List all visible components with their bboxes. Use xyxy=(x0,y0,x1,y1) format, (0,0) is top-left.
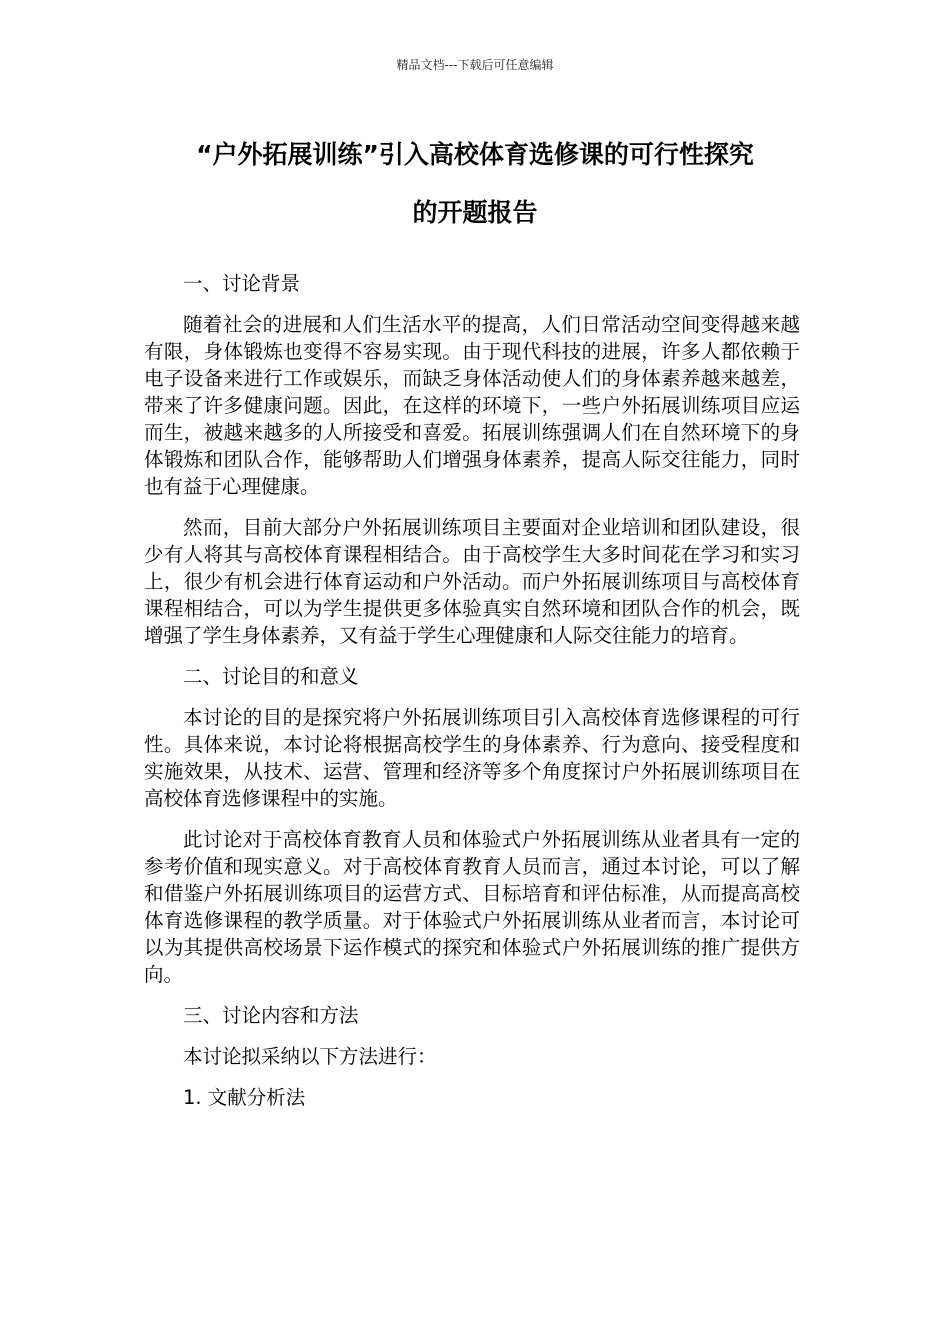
section-heading-background: 一、讨论背景 xyxy=(183,272,301,295)
paragraph-purpose-1: 本讨论的目的是探究将户外拓展训练项目引入高校体育选修课程的可行性。具体来说，本讨论将根据高校学生的身体素养、行为意向、接受程度和实施效果，从技术、运营、管理和经济等多个角度探讨户外拓展训练项目在高校体育选修课程中的实施。 xyxy=(144,706,800,810)
section-heading-purpose: 二、讨论目的和意义 xyxy=(183,665,359,688)
document-title-line-1: “户外拓展训练”引入高校体育选修课的可行性探究 xyxy=(196,140,754,169)
document-title-line-2: 的开题报告 xyxy=(412,198,538,227)
paragraph-purpose-2: 此讨论对于高校体育教育人员和体验式户外拓展训练从业者具有一定的参考价值和现实意义。对于高校体育教育人员而言，通过本讨论，可以了解和借鉴户外拓展训练项目的运营方式、目标培育和评估标准，从而提高高校体育选修课程的教学质量。对于体验式户外拓展训练从业者而言，本讨论可以为其提供高校场景下运作模式的探究和体验式户外拓展训练的推广提供方向。 xyxy=(144,828,800,986)
paragraph-background-1: 随着社会的进展和人们生活水平的提高，人们日常活动空间变得越来越有限，身体锻炼也变得不容易实现。由于现代科技的进展，许多人都依赖于电子设备来进行工作或娱乐，而缺乏身体活动使人们的身体素养越来越差，带来了许多健康问题。因此，在这样的环境下，一些户外拓展训练项目应运而生，被越来越多的人所接受和喜爱。拓展训练强调人们在自然环境下的身体锻炼和团队合作，能够帮助人们增强身体素养，提高人际交往能力，同时也有益于心理健康。 xyxy=(144,313,800,498)
method-item-1: 1. 文献分析法 xyxy=(183,1086,306,1109)
header-note: 精品文档---下载后可任意编辑 xyxy=(396,58,554,72)
section-heading-methods: 三、讨论内容和方法 xyxy=(183,1004,359,1027)
paragraph-background-2: 然而，目前大部分户外拓展训练项目主要面对企业培训和团队建设，很少有人将其与高校体育课程相结合。由于高校学生大多时间花在学习和实习上，很少有机会进行体育运动和户外活动。而户外拓展训练项目与高校体育课程相结合，可以为学生提供更多体验真实自然环境和团队合作的机会，既增强了学生身体素养，又有益于学生心理健康和人际交往能力的培育。 xyxy=(144,516,800,647)
methods-intro: 本讨论拟采纳以下方法进行： xyxy=(183,1045,437,1068)
document-body xyxy=(144,270,800,1125)
